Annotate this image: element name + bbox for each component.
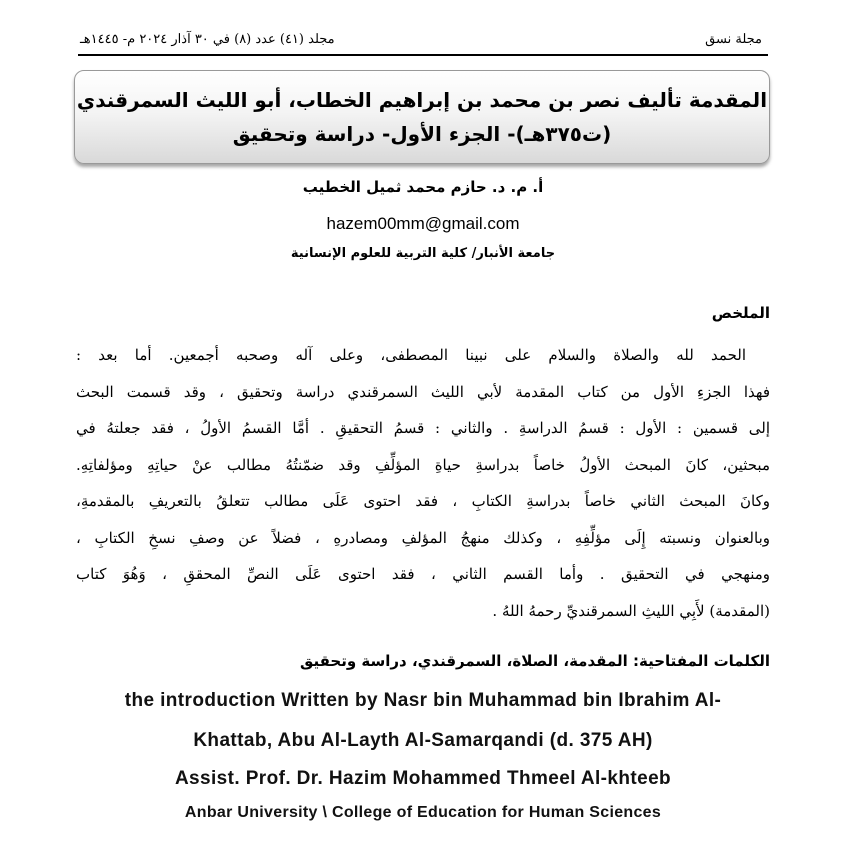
abstract-line: الحمد لله والصلاة والسلام على نبينا المصطفى، وعلى آله وصحبه أجمعين. أما بعد : xyxy=(76,346,746,364)
author-email: hazem00mm@gmail.com xyxy=(326,214,520,233)
abstract-line: فهذا الجزءِ الأول من كتاب المقدمة لأبي الليث السمرقندي دراسة وتحقيق ، وقد قسمت البحث xyxy=(76,382,770,401)
abstract-line: (المقدمة) لأَبِي الليثِ السمرقنديِّ رحمهُ اللهُ . xyxy=(492,601,770,620)
issue-info: مجلد (٤١) عدد (٨) في ٣٠ آذار ٢٠٢٤ م- ١٤٤٥هـ xyxy=(80,32,335,47)
author-name-arabic: أ. م. د. حازم محمد ثميل الخطيب xyxy=(302,178,544,196)
english-author: Assist. Prof. Dr. Hazim Mohammed Thmeel Al-khteeb xyxy=(174,768,672,789)
abstract-line: إلى قسمين : الأول : قسمُ الدراسةِ . والثاني : قسمُ التحقيقِ . أمَّا القسمُ الأولُ ، فقد جعلتهُ في xyxy=(76,419,770,437)
abstract-line: ومنهجي في التحقيق . وأما القسم الثاني ، فقد احتوى عَلَى النصِّ المحققِ ، وَهُوَ كتاب xyxy=(76,565,770,583)
abstract-line: مبحثين، كانَ المبحث الأولُ خاصاً بدراسةِ حياةِ المؤلِّفِ وقد ضمّنتُهُ مطالب عنْ حياتِهِ ومؤلفاتِهِ. xyxy=(76,455,770,474)
title-box xyxy=(74,70,770,164)
affiliation-arabic: جامعة الأنبار/ كلية التربية للعلوم الإنسانية xyxy=(290,246,556,261)
english-affiliation: Anbar University \ College of Education for Human Sciences xyxy=(184,804,662,821)
arabic-title-line-1: المقدمة تأليف نصر بن محمد بن إبراهيم الخطاب، أبو الليث السمرقندي xyxy=(76,88,768,112)
abstract-line: وكانَ المبحث الثاني خاصاً بدراسةِ الكتابِ ، فقد احتوى عَلَى مطالب تتعلقُ بالتعريفِ بالمقدمةِ، xyxy=(76,492,770,510)
abstract-line: وبالعنوان ونسبته إِلَى مؤلِّفِهِ ، وكذلك منهجُ المؤلفِ ومصادرهِ ، فضلاً عن وصفِ نسخِ الكتابِ ، xyxy=(76,528,770,547)
running-header xyxy=(78,30,768,52)
abstract-body xyxy=(76,340,770,632)
english-title-line-2: Khattab, Abu Al-Layth Al-Samarqandi (d. 375 AH) xyxy=(193,730,653,751)
arabic-title-line-2: (ت٣٧٥هـ)- الجزء الأول- دراسة وتحقيق xyxy=(232,122,612,146)
keywords: الكلمات المفتاحية: المقدمة، الصلاة، السمرقندي، دراسة وتحقيق xyxy=(299,652,770,670)
english-title-line-1: the introduction Written by Nasr bin Muhammad bin Ibrahim Al- xyxy=(124,690,722,711)
header-divider xyxy=(78,54,768,56)
journal-name: مجلة نسق xyxy=(705,32,762,47)
abstract-heading: الملخص xyxy=(711,304,770,322)
